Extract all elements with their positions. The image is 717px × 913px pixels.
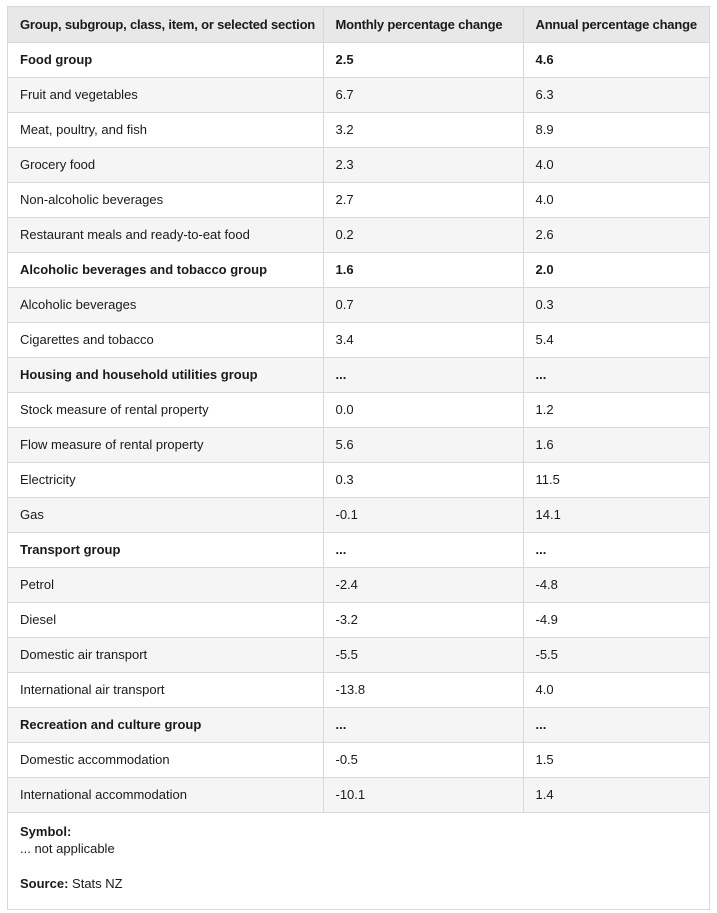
row-label: Housing and household utilities group [8, 357, 323, 392]
row-annual-value: 1.2 [523, 392, 709, 427]
row-annual-value: 6.3 [523, 77, 709, 112]
table-row [8, 497, 709, 532]
table-row [8, 462, 709, 497]
row-monthly-value: -5.5 [323, 637, 523, 672]
row-monthly-value: ... [323, 707, 523, 742]
row-annual-value: 4.0 [523, 147, 709, 182]
row-annual-value: 11.5 [523, 462, 709, 497]
row-annual-value: 1.6 [523, 427, 709, 462]
row-annual-value: 8.9 [523, 112, 709, 147]
table-row [8, 252, 709, 287]
row-label: Gas [8, 497, 323, 532]
row-label: Grocery food [8, 147, 323, 182]
row-monthly-value: 1.6 [323, 252, 523, 287]
symbol-note-block [20, 823, 697, 859]
col-header-monthly-change: Monthly percentage change [323, 7, 523, 42]
row-label: Cigarettes and tobacco [8, 322, 323, 357]
row-monthly-value: -3.2 [323, 602, 523, 637]
row-annual-value: 5.4 [523, 322, 709, 357]
row-label: Petrol [8, 567, 323, 602]
table-row [8, 707, 709, 742]
row-annual-value: 2.6 [523, 217, 709, 252]
row-monthly-value: 2.7 [323, 182, 523, 217]
row-annual-value: -5.5 [523, 637, 709, 672]
table-row [8, 427, 709, 462]
row-monthly-value: -10.1 [323, 777, 523, 812]
table-row [8, 602, 709, 637]
source-value: Stats NZ [72, 876, 123, 892]
table-row [8, 532, 709, 567]
table-row [8, 147, 709, 182]
row-annual-value: 0.3 [523, 287, 709, 322]
row-label: Restaurant meals and ready-to-eat food [8, 217, 323, 252]
table-row [8, 637, 709, 672]
row-annual-value: 4.0 [523, 182, 709, 217]
table-row [8, 112, 709, 147]
row-monthly-value: 0.0 [323, 392, 523, 427]
source-block [20, 875, 697, 893]
row-monthly-value: 0.2 [323, 217, 523, 252]
row-monthly-value: -13.8 [323, 672, 523, 707]
row-monthly-value: 3.4 [323, 322, 523, 357]
table-row [8, 567, 709, 602]
table-row [8, 742, 709, 777]
table-row [8, 182, 709, 217]
table-row [8, 777, 709, 812]
row-label: Recreation and culture group [8, 707, 323, 742]
row-monthly-value: 2.3 [323, 147, 523, 182]
row-monthly-value: 3.2 [323, 112, 523, 147]
row-annual-value: 4.6 [523, 42, 709, 77]
table-row [8, 217, 709, 252]
row-label: Electricity [8, 462, 323, 497]
row-monthly-value: ... [323, 357, 523, 392]
row-annual-value: 2.0 [523, 252, 709, 287]
table-row [8, 392, 709, 427]
price-change-table [7, 6, 710, 910]
row-label: Food group [8, 42, 323, 77]
row-label: Flow measure of rental property [8, 427, 323, 462]
row-label: International accommodation [8, 777, 323, 812]
table-row [8, 287, 709, 322]
row-monthly-value: -0.1 [323, 497, 523, 532]
source-label: Source: [20, 876, 69, 892]
header-row [8, 7, 709, 42]
row-label: International air transport [8, 672, 323, 707]
row-annual-value: 14.1 [523, 497, 709, 532]
row-monthly-value: -0.5 [323, 742, 523, 777]
row-label: Alcoholic beverages [8, 287, 323, 322]
table-row [8, 77, 709, 112]
row-monthly-value: 2.5 [323, 42, 523, 77]
table-row [8, 322, 709, 357]
row-annual-value: ... [523, 532, 709, 567]
row-label: Stock measure of rental property [8, 392, 323, 427]
row-label: Domestic accommodation [8, 742, 323, 777]
row-monthly-value: 0.7 [323, 287, 523, 322]
row-annual-value: ... [523, 707, 709, 742]
row-monthly-value: 0.3 [323, 462, 523, 497]
row-monthly-value: ... [323, 532, 523, 567]
row-annual-value: -4.9 [523, 602, 709, 637]
row-label: Diesel [8, 602, 323, 637]
symbol-note: ... not applicable [20, 841, 115, 857]
row-label: Meat, poultry, and fish [8, 112, 323, 147]
row-monthly-value: 6.7 [323, 77, 523, 112]
table-row [8, 357, 709, 392]
row-monthly-value: 5.6 [323, 427, 523, 462]
table-row [8, 672, 709, 707]
symbol-label: Symbol: [20, 823, 72, 839]
col-header-annual-change: Annual percentage change [523, 7, 709, 42]
row-annual-value: 1.5 [523, 742, 709, 777]
row-annual-value: -4.8 [523, 567, 709, 602]
row-label: Non-alcoholic beverages [8, 182, 323, 217]
table-row [8, 42, 709, 77]
row-monthly-value: -2.4 [323, 567, 523, 602]
row-label: Domestic air transport [8, 637, 323, 672]
row-annual-value: 4.0 [523, 672, 709, 707]
row-label: Transport group [8, 532, 323, 567]
data-table [8, 7, 709, 813]
row-annual-value: 1.4 [523, 777, 709, 812]
row-annual-value: ... [523, 357, 709, 392]
row-label: Fruit and vegetables [8, 77, 323, 112]
row-label: Alcoholic beverages and tobacco group [8, 252, 323, 287]
col-header-group: Group, subgroup, class, item, or selected section [8, 7, 323, 42]
table-footnotes [8, 813, 709, 910]
